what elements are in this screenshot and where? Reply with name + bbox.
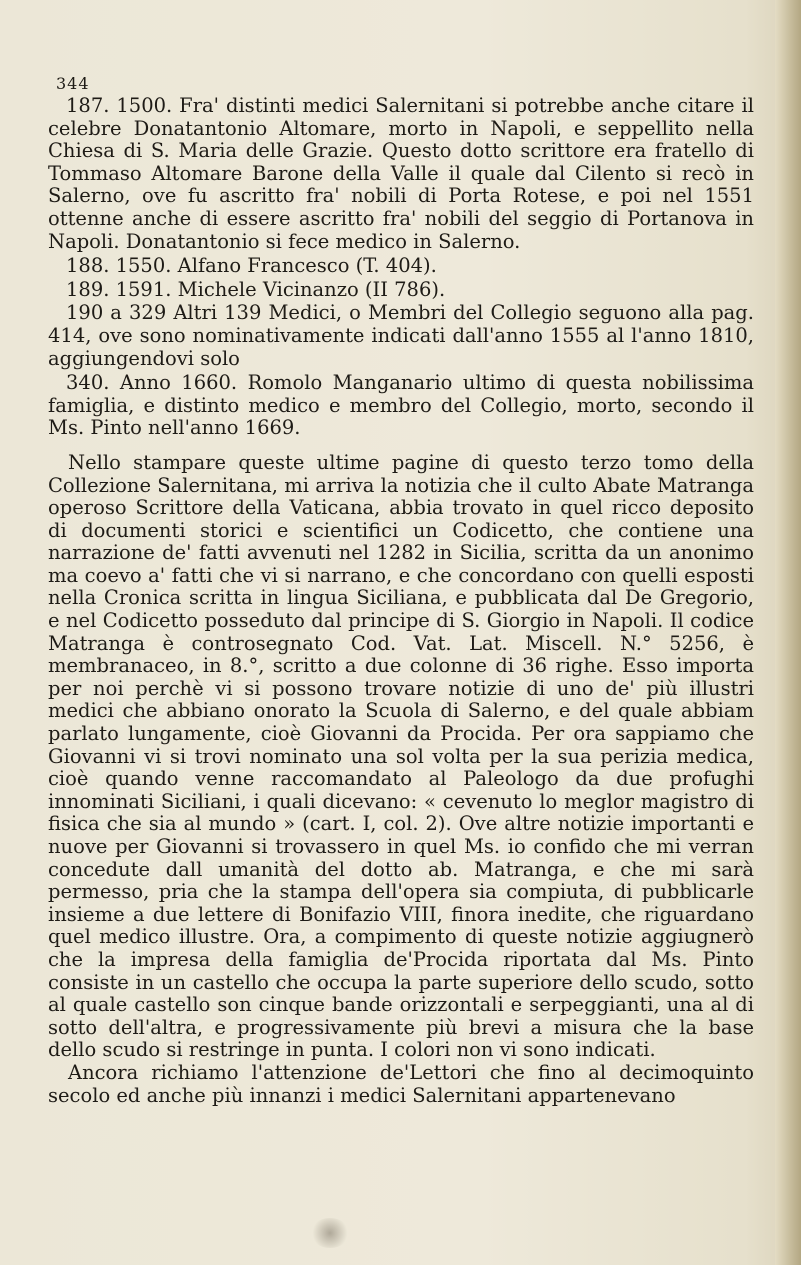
page-text — [48, 95, 754, 1107]
page-number: 344 — [56, 74, 90, 93]
paragraph-closing: Ancora richiamo l'attenzione de'Lettori che fino al decimoquinto secolo ed anche più innanzi i medici Salernitani appartenevano — [48, 1060, 754, 1107]
entry-188: 188. 1550. Alfano Francesco (T. 404). — [66, 254, 437, 278]
page-edge — [775, 0, 801, 1265]
entry-187: 187. 1500. Fra' distinti medici Salernitani si potrebbe anche citare il celebre Donatantonio Altomare, morto in Napoli, e seppellito nella Chiesa di S. Maria delle Grazie. Questo dotto scrittore era fratello di Tommaso Altomare Barone della Valle il quale dal Cilento si recò in Salerno, ove fu ascritto fra' nobili di Porta Rotese, e poi nel 1551 ottenne anche di essere ascritto fra' nobili del seggio di Portanova in Napoli. Donatantonio si fece medico in Salerno. — [48, 94, 754, 253]
entry-340: 340. Anno 1660. Romolo Manganario ultimo di questa nobilissima famiglia, e distinto medico e membro del Collegio, morto, secondo il Ms. Pinto nell'anno 1669. — [48, 371, 754, 440]
ink-smudge — [310, 1218, 350, 1248]
entry-189: 189. 1591. Michele Vicinanzo (II 786). — [66, 277, 446, 301]
paragraph-matranga: Nello stampare queste ultime pagine di questo terzo tomo della Collezione Salernitana, mi arriva la notizia che il culto Abate Matranga operoso Scrittore della Vaticana, abbia trovato in quel ricco deposito di documenti storici e scientifici un Codicetto, che contiene una narrazione de' fatti avvenuti nel 1282 in Sicilia, scritta da un anonimo ma coevo a' fatti che vi si narrano, e che concordano con quelli esposti nella Cronica scritta in lingua Siciliana, e pubblicata dal De Gregorio, e nel Codicetto posseduto dal principe di S. Giorgio in Napoli. Il codice Matranga è controsegnato Cod. Vat. Lat. Miscell. N.° 5256, è membranaceo, in 8.°, scritto a due colonne di 36 righe. Esso importa per noi perchè vi si possono trovare notizie di uno de' più illustri medici che abbiano onorato la Scuola di Salerno, e del quale abbiam parlato lungamente, cioè Giovanni da Procida. Per ora sappiamo che Giovanni vi si trovi nominato una sol volta per la sua perizia medica, cioè quando venne raccomandato al Paleologo da due profughi innominati Siciliani, i quali dicevano: « cevenuto lo meglor magistro di fisica che sia al mundo » (cart. I, col. 2). Ove altre notizie importanti e nuove per Giovanni si trovassero in quel Ms. io confido che mi verran concedute dall umanità del dotto ab. Matranga, e che mi sarà permesso, pria che la stampa dell'opera sia compiuta, di pubblicarle insieme a due lettere di Bonifazio VIII, finora inedite, che riguardano quel medico illustre. Ora, a compimento di queste notizie aggiugnerò che la impresa della famiglia de'Procida riportata dal Ms. Pinto consiste in un castello che occupa la parte superiore dello scudo, sotto al quale castello son cinque bande orizzontali e serpeggianti, una al di sotto dell'altra, e progressivamente più brevi a misura che la base dello scudo si restringe in punta. I colori non vi sono indicati. — [48, 450, 754, 1062]
entry-190-329: 190 a 329 Altri 139 Medici, o Membri del Collegio seguono alla pag. 414, ove sono nominativamente indicati dall'anno 1555 al l'anno 1810, aggiungendovi solo — [48, 301, 754, 370]
